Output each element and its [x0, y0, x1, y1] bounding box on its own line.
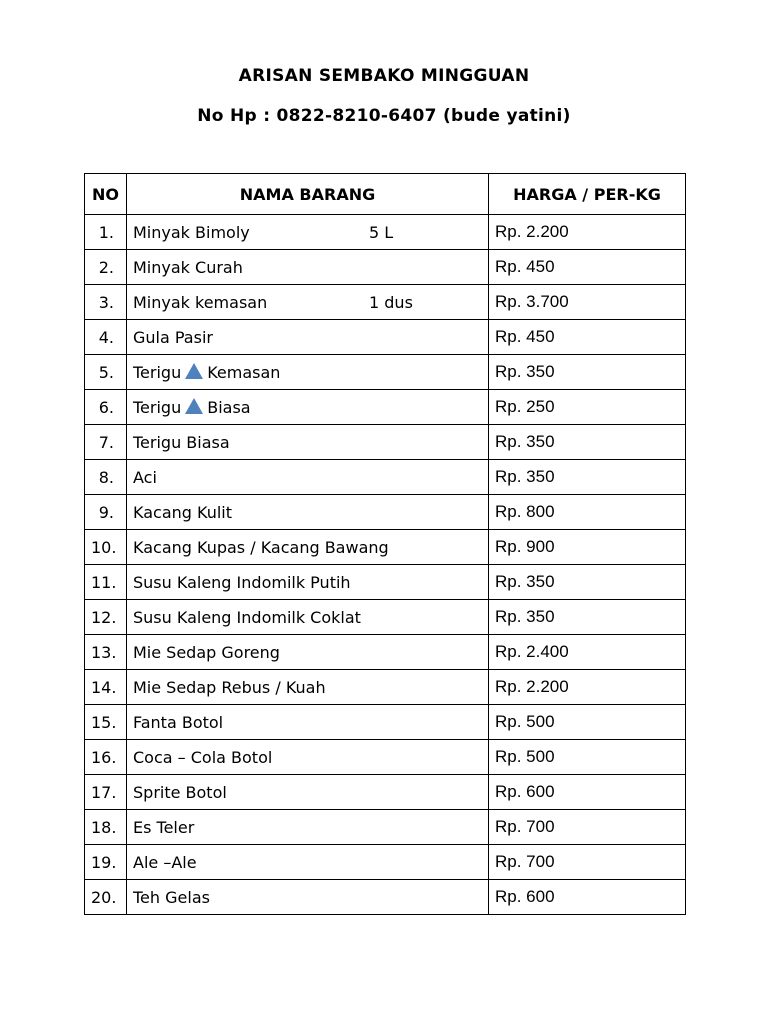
item-price: Rp. 3.700: [489, 285, 686, 320]
row-number: 12.: [85, 600, 127, 635]
item-name-cell: [127, 285, 489, 320]
table-row: [85, 530, 686, 565]
item-name-cell: [127, 250, 489, 285]
row-number: 5.: [85, 355, 127, 390]
item-name: Minyak kemasan: [133, 292, 268, 312]
row-number: 16.: [85, 740, 127, 775]
item-price: Rp. 700: [489, 845, 686, 880]
table-row: [85, 565, 686, 600]
row-number: 3.: [85, 285, 127, 320]
item-name: Kacang Kulit: [133, 502, 232, 522]
item-name: Aci: [133, 467, 157, 487]
table-row: [85, 600, 686, 635]
contact-line: No Hp : 0822-8210-6407 (bude yatini): [197, 106, 571, 126]
price-table: [84, 173, 686, 915]
row-number: 9.: [85, 495, 127, 530]
table-row: [85, 425, 686, 460]
table-row: [85, 495, 686, 530]
item-name-cell: [127, 810, 489, 845]
table-row: [85, 285, 686, 320]
item-name-cell: [127, 460, 489, 495]
row-number: 17.: [85, 775, 127, 810]
row-number: 1.: [85, 215, 127, 250]
item-price: Rp. 350: [489, 460, 686, 495]
item-name: Es Teler: [133, 817, 195, 837]
header-price: HARGA / PER-KG: [489, 174, 686, 215]
row-number: 19.: [85, 845, 127, 880]
page-title: ARISAN SEMBAKO MINGGUAN: [238, 66, 530, 86]
item-price: Rp. 350: [489, 355, 686, 390]
item-name: Minyak Curah: [133, 257, 243, 277]
item-name: Teh Gelas: [133, 887, 210, 907]
triangle-icon: [185, 398, 203, 414]
item-name-cell: [127, 705, 489, 740]
table-row: [85, 460, 686, 495]
item-name-cell: [127, 215, 489, 250]
item-name-cell: [127, 880, 489, 915]
item-name-cell: [127, 635, 489, 670]
item-name-cell: [127, 600, 489, 635]
table-row: [85, 670, 686, 705]
header-no: NO: [85, 174, 127, 215]
item-price: Rp. 700: [489, 810, 686, 845]
row-number: 4.: [85, 320, 127, 355]
table-row: [85, 635, 686, 670]
item-price: Rp. 500: [489, 740, 686, 775]
item-name: Coca – Cola Botol: [133, 747, 273, 767]
item-name-cell: [127, 740, 489, 775]
table-row: [85, 740, 686, 775]
table-row: [85, 390, 686, 425]
item-name: Gula Pasir: [133, 327, 213, 347]
item-name: Sprite Botol: [133, 782, 227, 802]
item-price: Rp. 350: [489, 565, 686, 600]
item-price: Rp. 800: [489, 495, 686, 530]
item-name: Minyak Bimoly: [133, 222, 250, 242]
item-price: Rp. 450: [489, 250, 686, 285]
row-number: 2.: [85, 250, 127, 285]
item-quantity: 1 dus: [369, 293, 413, 312]
row-number: 11.: [85, 565, 127, 600]
item-name-suffix: Biasa: [207, 397, 251, 417]
item-price: Rp. 500: [489, 705, 686, 740]
row-number: 15.: [85, 705, 127, 740]
table-header-row: [85, 174, 686, 215]
item-name: Fanta Botol: [133, 712, 224, 732]
row-number: 8.: [85, 460, 127, 495]
row-number: 6.: [85, 390, 127, 425]
item-name-suffix: Kemasan: [207, 362, 281, 382]
item-name: Kacang Kupas / Kacang Bawang: [133, 537, 389, 557]
row-number: 18.: [85, 810, 127, 845]
item-name: Terigu: [133, 362, 182, 382]
item-name: Mie Sedap Goreng: [133, 642, 280, 662]
row-number: 14.: [85, 670, 127, 705]
row-number: 20.: [85, 880, 127, 915]
item-price: Rp. 600: [489, 775, 686, 810]
item-name-cell: [127, 530, 489, 565]
table-row: [85, 215, 686, 250]
item-name-cell: [127, 565, 489, 600]
item-name: Terigu Biasa: [133, 432, 230, 452]
item-price: Rp. 350: [489, 600, 686, 635]
table-row: [85, 775, 686, 810]
item-name: Susu Kaleng Indomilk Putih: [133, 572, 351, 592]
row-number: 7.: [85, 425, 127, 460]
row-number: 13.: [85, 635, 127, 670]
table-row: [85, 880, 686, 915]
table-row: [85, 845, 686, 880]
row-number: 10.: [85, 530, 127, 565]
item-price: Rp. 350: [489, 425, 686, 460]
table-row: [85, 810, 686, 845]
table-row: [85, 355, 686, 390]
item-price: Rp. 250: [489, 390, 686, 425]
item-name-cell: [127, 670, 489, 705]
header-name: NAMA BARANG: [127, 174, 489, 215]
item-name-cell: [127, 355, 489, 390]
item-name-cell: [127, 390, 489, 425]
item-price: Rp. 600: [489, 880, 686, 915]
triangle-icon: [185, 363, 203, 379]
item-name-cell: [127, 320, 489, 355]
item-name: Susu Kaleng Indomilk Coklat: [133, 607, 361, 627]
item-quantity: 5 L: [369, 223, 394, 242]
item-price: Rp. 2.200: [489, 215, 686, 250]
item-name: Mie Sedap Rebus / Kuah: [133, 677, 326, 697]
item-name-cell: [127, 775, 489, 810]
item-name-cell: [127, 495, 489, 530]
item-price: Rp. 2.400: [489, 635, 686, 670]
item-price: Rp. 900: [489, 530, 686, 565]
item-price: Rp. 450: [489, 320, 686, 355]
table-row: [85, 320, 686, 355]
item-name: Terigu: [133, 397, 182, 417]
item-name: Ale –Ale: [133, 852, 197, 872]
item-name-cell: [127, 425, 489, 460]
table-row: [85, 705, 686, 740]
item-name-cell: [127, 845, 489, 880]
table-row: [85, 250, 686, 285]
item-price: Rp. 2.200: [489, 670, 686, 705]
